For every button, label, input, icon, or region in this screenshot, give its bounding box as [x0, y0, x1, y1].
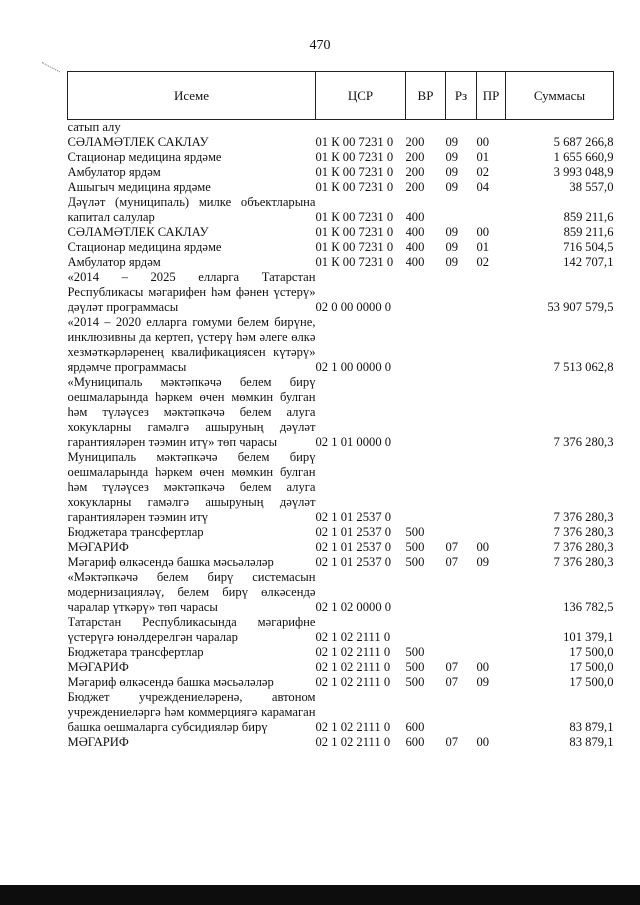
cell-rz [446, 450, 477, 525]
cell-sum: 7 376 280,3 [553, 435, 614, 449]
cell-csr: 02 1 01 2537 0 [315, 510, 392, 524]
cell-name [68, 315, 316, 375]
cell-vr [406, 270, 446, 315]
cell-rz [446, 120, 477, 136]
budget-table-container [67, 71, 613, 750]
row-name-text: Стационар медицина ярдәме [67, 240, 222, 254]
cell-name [68, 165, 316, 180]
header-rz: Рз [446, 72, 477, 120]
cell-pr: 02 [476, 165, 490, 179]
cell-sum: 7 376 280,3 [553, 525, 614, 539]
cell-vr: 200 [405, 150, 425, 164]
header-row [68, 72, 614, 120]
row-name-text: «Мәктәпкәчә белем бирү системасын модернизацияләү, белем бирү өлкәсендә чаралар үткәрү» төп чарасы [67, 570, 316, 614]
table-row [68, 180, 614, 195]
cell-vr: 200 [405, 165, 425, 179]
row-name-text: Амбулатор ярдәм [67, 255, 161, 269]
header-sum: Суммасы [506, 72, 614, 120]
row-name-text: сатып алу [67, 120, 121, 134]
table-row [68, 315, 614, 375]
row-name-text: Ашыгыч медицина ярдәме [67, 180, 211, 194]
cell-csr: 02 1 02 2111 0 [315, 675, 391, 689]
cell-vr: 400 [405, 255, 425, 269]
cell-name [68, 195, 316, 225]
cell-name [68, 375, 316, 450]
cell-pr: 00 [476, 135, 490, 149]
row-name-text: Муниципаль мәктәпкәчә белем бирү оешмаларында һәркем өчен мөмкин булган һәм түләүсез мәктәпкәчә белем алуга хокукларны гамәлгә ашыруның дәүләт гарантияләрен тәэмин итү [67, 450, 316, 524]
cell-vr: 400 [405, 210, 425, 224]
cell-csr: 02 1 02 2111 0 [315, 660, 391, 674]
cell-sum [506, 120, 614, 136]
cell-csr: 01 К 00 7231 0 [315, 150, 394, 164]
table-row [68, 660, 614, 675]
row-name-text: СӘЛАМӘТЛЕК САКЛАУ [67, 225, 209, 239]
cell-vr [406, 120, 446, 136]
table-row [68, 165, 614, 180]
cell-name [68, 135, 316, 150]
row-name-text: МӘГАРИФ [67, 660, 129, 674]
cell-rz: 09 [445, 150, 459, 164]
cell-vr [406, 450, 446, 525]
cell-csr: 01 К 00 7231 0 [315, 135, 394, 149]
row-name-text: Бюджетара трансфертлар [67, 525, 204, 539]
cell-csr: 02 1 02 2111 0 [315, 735, 391, 749]
cell-pr: 00 [476, 735, 490, 749]
cell-pr: 00 [476, 225, 490, 239]
cell-sum: 7 376 280,3 [553, 540, 614, 554]
header-name: Исеме [68, 72, 316, 120]
cell-vr: 600 [405, 735, 425, 749]
cell-rz: 09 [445, 165, 459, 179]
cell-rz [446, 375, 477, 450]
cell-vr: 400 [405, 225, 425, 239]
cell-csr: 01 К 00 7231 0 [315, 180, 394, 194]
cell-csr: 02 1 02 2111 0 [315, 645, 391, 659]
cell-pr: 00 [476, 540, 490, 554]
table-row [68, 735, 614, 750]
cell-name [68, 645, 316, 660]
cell-name [68, 450, 316, 525]
cell-csr: 02 1 01 2537 0 [315, 525, 392, 539]
table-row [68, 150, 614, 165]
cell-csr: 02 1 02 2111 0 [315, 630, 391, 644]
cell-rz: 09 [445, 255, 459, 269]
cell-rz [446, 315, 477, 375]
cell-name [68, 180, 316, 195]
cell-rz [446, 270, 477, 315]
cell-name [68, 525, 316, 540]
cell-name [68, 660, 316, 675]
cell-vr [406, 315, 446, 375]
row-name-text: СӘЛАМӘТЛЕК САКЛАУ [67, 135, 209, 149]
cell-rz: 09 [445, 240, 459, 254]
cell-pr [477, 375, 506, 450]
cell-pr [477, 690, 506, 735]
cell-pr [477, 450, 506, 525]
cell-name [68, 150, 316, 165]
row-name-text: Мәгариф өлкәсендә башка мәсьәләләр [67, 555, 274, 569]
table-row [68, 525, 614, 540]
cell-pr [477, 270, 506, 315]
cell-csr: 02 1 01 2537 0 [315, 540, 392, 554]
cell-pr [477, 570, 506, 615]
table-row [68, 615, 614, 645]
cell-sum: 136 782,5 [563, 600, 614, 614]
row-name-text: МӘГАРИФ [67, 735, 129, 749]
cell-pr: 09 [476, 675, 490, 689]
row-name-text: Бюджет учреждениеләренә, автоном учреждениеләргә һәм коммерциягә карамаган башка оешмаларга субсидияләр бирү [67, 690, 316, 734]
cell-rz: 07 [445, 660, 459, 674]
cell-sum: 716 504,5 [563, 240, 614, 254]
cell-sum: 83 879,1 [569, 720, 614, 734]
cell-sum: 3 993 048,9 [553, 165, 614, 179]
cell-sum: 859 211,6 [563, 225, 614, 239]
table-row [68, 690, 614, 735]
row-name-text: Татарстан Республикасында мәгарифне үстерүгә юнәлдерелгән чаралар [67, 615, 316, 644]
cell-csr: 02 1 02 0000 0 [315, 600, 392, 614]
cell-vr: 400 [405, 240, 425, 254]
cell-sum: 83 879,1 [569, 735, 614, 749]
bottom-scan-border [0, 885, 640, 905]
cell-sum: 859 211,6 [563, 210, 614, 224]
row-name-text: Стационар медицина ярдәме [67, 150, 222, 164]
table-row [68, 225, 614, 240]
cell-sum: 101 379,1 [563, 630, 614, 644]
cell-pr: 01 [476, 150, 490, 164]
cell-sum: 7 513 062,8 [553, 360, 614, 374]
cell-sum: 17 500,0 [569, 675, 614, 689]
cell-vr [406, 615, 446, 645]
cell-sum: 17 500,0 [569, 645, 614, 659]
cell-csr: 01 К 00 7231 0 [315, 255, 394, 269]
cell-rz [446, 195, 477, 225]
cell-name [68, 120, 316, 136]
cell-csr: 01 К 00 7231 0 [315, 225, 394, 239]
cell-vr: 500 [405, 525, 425, 539]
table-row [68, 240, 614, 255]
cell-pr [477, 645, 506, 660]
cell-vr: 600 [405, 720, 425, 734]
cell-rz: 09 [445, 225, 459, 239]
row-name-text: «Муниципаль мәктәпкәчә белем бирү оешмаларында һәркем өчен мөмкин булган һәм түләүсез мәктәпкәчә белем алуга хокукларны гамәлгә ашыруның дәүләт гарантияләрен тәэмин итү» төп чарасы [67, 375, 316, 449]
cell-vr: 500 [405, 555, 425, 569]
cell-name [68, 540, 316, 555]
table-row [68, 645, 614, 660]
cell-sum: 17 500,0 [569, 660, 614, 674]
budget-table [67, 71, 614, 750]
cell-name [68, 690, 316, 735]
cell-csr: 02 1 00 0000 0 [315, 360, 392, 374]
header-pr: ПР [477, 72, 506, 120]
row-name-text: МӘГАРИФ [67, 540, 129, 554]
cell-rz [446, 690, 477, 735]
cell-rz [446, 525, 477, 540]
cell-name [68, 225, 316, 240]
table-row [68, 195, 614, 225]
header-vr: ВР [406, 72, 446, 120]
cell-name [68, 570, 316, 615]
cell-sum: 7 376 280,3 [553, 555, 614, 569]
cell-pr [477, 525, 506, 540]
cell-pr [477, 315, 506, 375]
cell-rz: 07 [445, 540, 459, 554]
cell-rz [446, 615, 477, 645]
table-row [68, 675, 614, 690]
cell-sum: 38 557,0 [569, 180, 614, 194]
table-row [68, 555, 614, 570]
cell-vr: 500 [405, 540, 425, 554]
row-name-text: Дәүләт (муниципаль) милке объектларына капитал салулар [67, 195, 316, 224]
cell-rz: 07 [445, 555, 459, 569]
cell-csr [316, 120, 406, 136]
cell-name [68, 615, 316, 645]
header-csr: ЦСР [316, 72, 406, 120]
cell-sum: 53 907 579,5 [547, 300, 614, 314]
cell-rz: 07 [445, 675, 459, 689]
table-row [68, 570, 614, 615]
cell-name [68, 735, 316, 750]
cell-pr [477, 195, 506, 225]
table-row [68, 135, 614, 150]
cell-rz [446, 645, 477, 660]
cell-rz: 07 [445, 735, 459, 749]
cell-name [68, 255, 316, 270]
cell-csr: 02 1 01 0000 0 [315, 435, 392, 449]
cell-vr [406, 570, 446, 615]
cell-vr: 500 [405, 675, 425, 689]
scan-mark [36, 62, 60, 83]
cell-name [68, 555, 316, 570]
cell-pr [477, 120, 506, 136]
cell-name [68, 270, 316, 315]
row-name-text: «2014 – 2025 елларга Татарстан Республикасы мәгарифен һәм фәнен үстерү» дәүләт программасы [67, 270, 316, 314]
cell-csr: 02 1 01 2537 0 [315, 555, 392, 569]
cell-sum: 142 707,1 [563, 255, 614, 269]
cell-vr: 500 [405, 660, 425, 674]
row-name-text: Мәгариф өлкәсендә башка мәсьәләләр [67, 675, 274, 689]
cell-pr: 09 [476, 555, 490, 569]
table-row [68, 450, 614, 525]
cell-rz: 09 [445, 135, 459, 149]
table-row [68, 270, 614, 315]
cell-pr: 04 [476, 180, 490, 194]
page-number: 470 [309, 38, 331, 53]
cell-sum: 5 687 266,8 [553, 135, 614, 149]
cell-pr: 00 [476, 660, 490, 674]
cell-vr: 200 [405, 180, 425, 194]
cell-vr: 200 [405, 135, 425, 149]
cell-pr: 02 [476, 255, 490, 269]
cell-name [68, 240, 316, 255]
cell-sum: 7 376 280,3 [553, 510, 614, 524]
cell-vr [406, 375, 446, 450]
cell-rz: 09 [445, 180, 459, 194]
table-row [68, 540, 614, 555]
cell-csr: 02 0 00 0000 0 [315, 300, 392, 314]
row-name-text: Бюджетара трансфертлар [67, 645, 204, 659]
cell-sum: 1 655 660,9 [553, 150, 614, 164]
table-row [68, 255, 614, 270]
cell-csr: 02 1 02 2111 0 [315, 720, 391, 734]
table-body [68, 120, 614, 751]
cell-pr: 01 [476, 240, 490, 254]
cell-pr [477, 615, 506, 645]
cell-name [68, 675, 316, 690]
cell-csr: 01 К 00 7231 0 [315, 240, 394, 254]
row-name-text: Амбулатор ярдәм [67, 165, 161, 179]
cell-csr: 01 К 00 7231 0 [315, 210, 394, 224]
row-name-text: «2014 – 2020 елларга гомуми белем бирүне, инклюзивны да кертеп, үстерү һәм әлеге өлкә хезмәткәрләренең квалификациясен күтәрү» ярдәмче программасы [67, 315, 316, 374]
cell-vr: 500 [405, 645, 425, 659]
table-header [68, 72, 614, 120]
table-row [68, 120, 614, 136]
table-row [68, 375, 614, 450]
cell-rz [446, 570, 477, 615]
cell-csr: 01 К 00 7231 0 [315, 165, 394, 179]
